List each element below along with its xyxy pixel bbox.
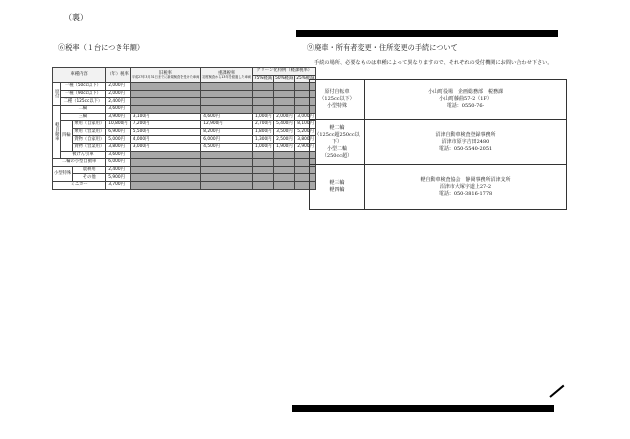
page-side-mark: （裏） [64,13,88,22]
office-vehicle-types: 軽三輪 軽四輪 [310,165,365,210]
table-row: 軽自動車 二輪 3,600円 [53,105,316,113]
group-four-wheel: 四輪 [60,121,73,151]
table-row: ミニカー 3,700円 [53,181,316,189]
office-contact: 小山町役場 企画総務部 税務課 小山町藤曲57-2（1F） 電話：0550-76- [365,80,567,120]
group-moped: 原付 [53,83,61,106]
table-row: 乗用（営業用） 6,900円 5,500円 8,200円 1,800円 3,500円 5,200円 [53,128,316,136]
table-row: 三輪 3,900円 3,100円 4,600円 1,000円 2,000円 3,000円 [53,113,316,121]
table-row: その他 5,900円 [53,174,316,182]
footer-rule-accent [549,385,564,398]
table-row: 貨物（営業用） 3,800円 3,000円 4,500円 1,000円 1,900円 2,900円 [53,143,316,151]
header-category: 車種内容 [53,68,106,83]
tax-section-title: ⑥税率（１台につき年額） [58,43,145,52]
office-contact: 軽自動車検査協会 静岡事務所沼津支所 沼津市大塚字道上27-2 電話：050-3816-1778 [365,165,567,210]
office-contact-table [309,79,567,210]
header-green-50: 50%軽減 [275,75,294,81]
table-row: 被けん引車 3,600円 [53,151,316,159]
table-row: 原付 一種（50cc以下） 2,000円 [53,83,316,91]
header-annual-rate: （年）税率 [106,68,130,83]
procedure-description: 手続の場所、必要なものは車種によって異なりますので、それぞれの受付機関にお問い合わせ下さい。 [314,60,553,66]
table-row: 一種（90cc以下） 2,000円 [53,90,316,98]
header-green-75: 75%軽減 [253,75,273,81]
table-row: 二輪の小型自動車 6,000円 [53,159,316,167]
header-rule [296,30,558,37]
header-green-25: 25%軽減 [296,75,315,81]
table-row: 四輪 乗用（自家用） 10,800円 7,200円 12,900円 2,700円 5,400円 8,100円 [53,121,316,129]
table-row [310,80,567,120]
header-heavy-rate: 重課税率 初度検査から13年を経過した車両 [201,68,253,83]
table-row [310,165,567,210]
office-vehicle-types: 原付自転車 （125cc以下） 小型特殊 [310,80,365,120]
office-contact: 沼津自動車検査登録事務所 沼津市原字吉田2480 電話：050-5540-2051 [365,120,567,165]
table-row [310,120,567,165]
table-row: 小型特殊 農耕用 2,400円 [53,166,316,174]
tax-rate-table [52,67,316,190]
group-small-special: 小型特殊 [53,166,73,181]
procedure-section-title: ⑨廃車・所有者変更・住所変更の手続について [307,43,458,52]
group-light-vehicle: 軽自動車 [53,105,61,158]
table-row: 二種（125cc以下） 2,400円 [53,98,316,106]
header-green-special: グリーン化特例（軽課税率） [252,68,315,76]
footer-rule [292,405,554,412]
header-old-rate: 旧税率 平成27年3月31日までに新規検査を受けた車両 [130,68,201,83]
table-row: 貨物（自家用） 5,000円 4,000円 6,000円 1,300円 2,500円 3,800円 [53,136,316,144]
office-vehicle-types: 軽二輪 （125cc超250cc以下） 小型二輪 （250cc超） [310,120,365,165]
